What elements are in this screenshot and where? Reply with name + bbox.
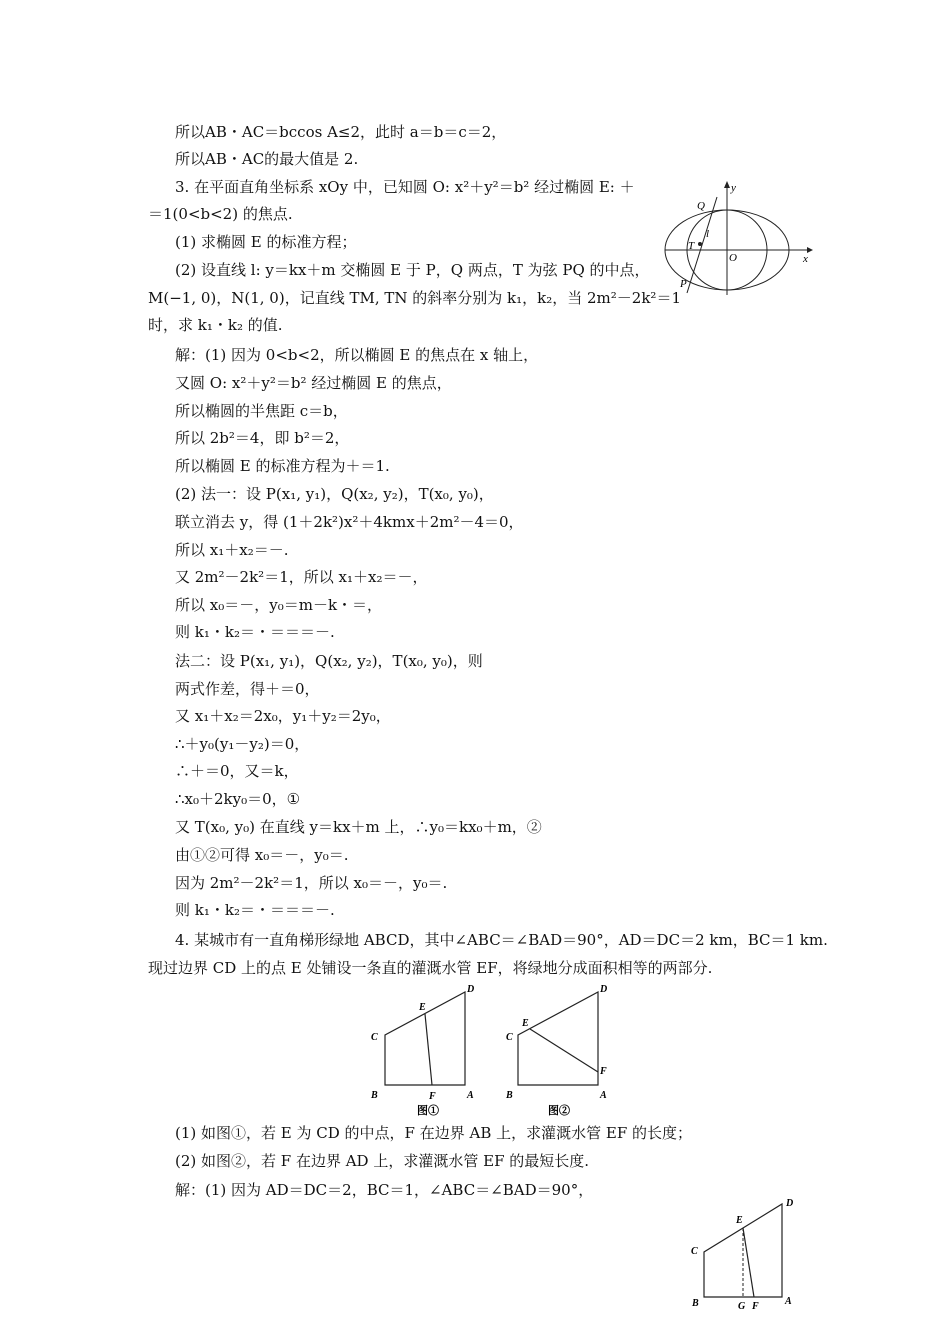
x-label: x bbox=[803, 253, 808, 265]
text-line: 法二：设 P(x₁, y₁)，Q(x₂, y₂)，T(x₀, y₀)，则 bbox=[175, 652, 483, 670]
text-line: 所以椭圆 E 的标准方程为＋＝1. bbox=[175, 457, 390, 475]
pipe-ef bbox=[425, 1014, 432, 1085]
text-line: 联立消去 y，得 (1＋2k²)x²＋4kmx＋2m²－4＝0， bbox=[175, 513, 524, 531]
text-line: 两式作差，得＋＝0， bbox=[175, 680, 320, 698]
text-line: 又圆 O: x²＋y²＝b² 经过椭圆 E 的焦点， bbox=[175, 374, 452, 392]
text-line: 由①②可得 x₀＝－，y₀＝. bbox=[175, 846, 349, 864]
label-c: C bbox=[506, 1032, 513, 1043]
label-e: E bbox=[736, 1215, 743, 1226]
trapezoid-abcd bbox=[518, 992, 598, 1085]
text-line: ＝1(0<b<2) 的焦点. bbox=[148, 205, 293, 223]
x-axis-arrow-icon bbox=[807, 247, 813, 253]
text-line: ∴＋＝0，又＝k， bbox=[175, 762, 299, 780]
text-line: ∴x₀＋2ky₀＝0，① bbox=[175, 790, 301, 808]
y-label: y bbox=[731, 182, 736, 194]
text-line: 时，求 k₁・k₂ 的值. bbox=[148, 316, 283, 334]
text-line: 所以 x₁＋x₂＝－. bbox=[175, 541, 289, 559]
t-label: T bbox=[688, 240, 695, 252]
y-axis-arrow-icon bbox=[724, 181, 730, 188]
trapezoid-figure-3 bbox=[688, 1192, 803, 1317]
label-a: A bbox=[467, 1090, 474, 1101]
label-d: D bbox=[600, 984, 608, 995]
pipe-ef bbox=[743, 1228, 754, 1297]
text-line: 4. 某城市有一直角梯形绿地 ABCD，其中∠ABC＝∠BAD＝90°，AD＝DC＝2 km，BC＝1 km. bbox=[175, 931, 828, 949]
label-c: C bbox=[371, 1032, 378, 1043]
label-b: B bbox=[371, 1090, 378, 1101]
text-line: (2) 设直线 l: y＝kx＋m 交椭圆 E 于 P，Q 两点，T 为弦 PQ 的中点， bbox=[175, 261, 650, 279]
label-e: E bbox=[419, 1002, 426, 1013]
label-b: B bbox=[506, 1090, 513, 1101]
text-line: 所以 2b²＝4，即 b²＝2， bbox=[175, 429, 350, 447]
text-line: (2) 法一：设 P(x₁, y₁)，Q(x₂, y₂)，T(x₀, y₀)， bbox=[175, 485, 494, 503]
text-line: 所以AB・AC的最大值是 2. bbox=[175, 150, 359, 168]
text-line: 则 k₁・k₂＝・＝＝＝－. bbox=[175, 623, 335, 641]
text-line: ∴＋y₀(y₁－y₂)＝0， bbox=[175, 735, 310, 753]
text-line: 因为 2m²－2k²＝1，所以 x₀＝－，y₀＝. bbox=[175, 874, 448, 892]
text-line: (1) 求椭圆 E 的标准方程； bbox=[175, 233, 357, 251]
text-line: 所以AB・AC＝bccos A≤2，此时 a＝b＝c＝2， bbox=[175, 123, 507, 141]
label-g: G bbox=[738, 1301, 746, 1312]
text-line: M(−1, 0)，N(1, 0)，记直线 TM, TN 的斜率分别为 k₁，k₂，当 2m²－2k²＝1 bbox=[148, 289, 681, 307]
trapezoid-figure-2 bbox=[502, 980, 622, 1120]
trapezoid-figure-1 bbox=[365, 980, 485, 1120]
label-d: D bbox=[786, 1198, 794, 1209]
text-line: 解：(1) 因为 AD＝DC＝2，BC＝1，∠ABC＝∠BAD＝90°， bbox=[175, 1181, 594, 1199]
caption-2: 图② bbox=[548, 1105, 570, 1117]
label-b: B bbox=[692, 1298, 699, 1309]
text-line: (1) 如图①，若 E 为 CD 的中点，F 在边界 AB 上，求灌溉水管 EF 的长度； bbox=[175, 1124, 693, 1142]
text-line: 3. 在平面直角坐标系 xOy 中，已知圆 O: x²＋y²＝b² 经过椭圆 E: ＋ bbox=[175, 178, 635, 196]
text-line: 则 k₁・k₂＝・＝＝＝－. bbox=[175, 901, 335, 919]
text-line: 又 2m²－2k²＝1，所以 x₁＋x₂＝－， bbox=[175, 568, 428, 586]
text-line: 所以椭圆的半焦距 c＝b， bbox=[175, 402, 348, 420]
p-label: P bbox=[680, 278, 687, 290]
point-t bbox=[698, 242, 702, 246]
text-line: 解：(1) 因为 0<b<2，所以椭圆 E 的焦点在 x 轴上， bbox=[175, 346, 539, 364]
text-line: (2) 如图②，若 F 在边界 AD 上，求灌溉水管 EF 的最短长度. bbox=[175, 1152, 590, 1170]
caption-1: 图① bbox=[417, 1105, 439, 1117]
q-label: Q bbox=[697, 200, 705, 212]
text-line: 所以 x₀＝－，y₀＝m－k・＝， bbox=[175, 596, 383, 614]
label-f: F bbox=[600, 1066, 607, 1077]
text-line: 又 T(x₀, y₀) 在直线 y＝kx＋m 上，∴y₀＝kx₀＋m，② bbox=[175, 818, 542, 836]
label-a: A bbox=[785, 1296, 792, 1307]
pipe-ef bbox=[530, 1029, 598, 1072]
label-c: C bbox=[691, 1246, 698, 1257]
label-a: A bbox=[600, 1090, 607, 1101]
origin-label: O bbox=[729, 252, 737, 264]
text-line: 又 x₁＋x₂＝2x₀，y₁＋y₂＝2y₀， bbox=[175, 707, 391, 725]
label-f: F bbox=[752, 1301, 759, 1312]
label-e: E bbox=[522, 1018, 529, 1029]
label-f: F bbox=[429, 1091, 436, 1102]
ellipse-circle-figure bbox=[655, 175, 815, 300]
label-d: D bbox=[467, 984, 475, 995]
l-label: l bbox=[706, 228, 710, 240]
text-line: 现过边界 CD 上的点 E 处铺设一条直的灌溉水管 EF，将绿地分成面积相等的两部分. bbox=[148, 959, 713, 977]
